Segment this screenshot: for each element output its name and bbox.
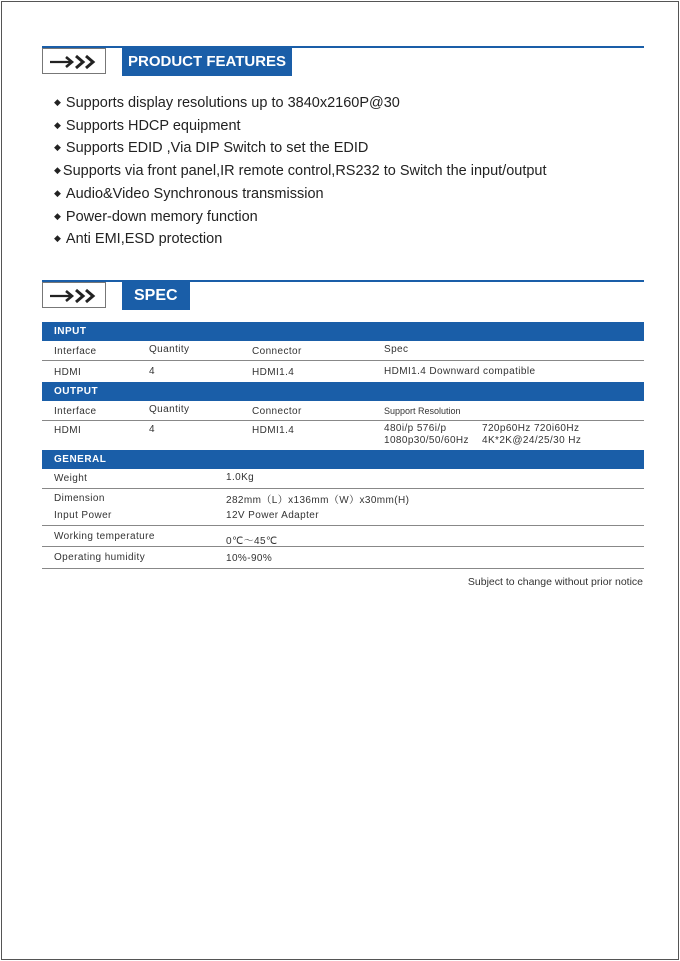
cell-connector: HDMI1.4 <box>252 367 295 378</box>
feature-item: ◆ Anti EMI,ESD protection <box>54 228 547 251</box>
cell-interface: HDMI <box>54 425 82 436</box>
spec-section-header <box>42 280 644 312</box>
bullet-icon: ◆ <box>54 165 61 176</box>
general-value: 0℃～45℃ <box>226 536 278 547</box>
resolution-value: 720p60Hz 720i60Hz <box>482 423 580 434</box>
header-connector: Connector <box>252 406 302 417</box>
general-row-dimension <box>42 489 644 505</box>
cell-interface: HDMI <box>54 367 82 378</box>
cell-spec: HDMI1.4 Downward compatible <box>384 366 536 377</box>
spec-title: SPEC <box>122 282 190 310</box>
general-row-humidity <box>42 547 644 569</box>
feature-item: ◆ Supports display resolutions up to 3840x2160P@30 <box>54 92 547 115</box>
resolution-value: 4K*2K@24/25/30 Hz <box>482 435 582 446</box>
footer-note: Subject to change without prior notice <box>467 576 643 588</box>
header-interface: Interface <box>54 406 97 417</box>
header-support-resolution: Support Resolution <box>384 406 461 416</box>
general-bar: GENERAL <box>42 450 644 469</box>
output-bar: OUTPUT <box>42 382 644 401</box>
general-label: Input Power <box>54 510 112 521</box>
feature-item: ◆ Power-down memory function <box>54 206 547 229</box>
triple-arrow-icon <box>49 288 101 304</box>
header-quantity: Quantity <box>149 404 190 415</box>
feature-item: ◆ Audio&Video Synchronous transmission <box>54 183 547 206</box>
cell-connector: HDMI1.4 <box>252 425 295 436</box>
header-spec: Spec <box>384 344 409 355</box>
input-data-row <box>42 361 644 381</box>
header-connector: Connector <box>252 346 302 357</box>
arrow-icon-box <box>42 282 106 308</box>
general-row-weight <box>42 469 644 489</box>
triple-arrow-icon <box>49 54 101 70</box>
general-row-temperature <box>42 526 644 547</box>
input-header-row <box>42 341 644 361</box>
resolution-value: 480i/p 576i/p <box>384 423 447 434</box>
general-value: 282mm（L）x136mm（W）x30mm(H) <box>226 495 410 506</box>
general-value: 10%-90% <box>226 553 273 564</box>
feature-item: ◆ Supports via front panel,IR remote control,RS232 to Switch the input/output <box>54 160 547 183</box>
general-label: Working temperature <box>54 531 155 542</box>
arrow-icon-box <box>42 48 106 74</box>
cell-quantity: 4 <box>149 366 155 377</box>
general-label: Dimension <box>54 493 105 504</box>
bullet-icon: ◆ <box>54 97 61 107</box>
bullet-icon: ◆ <box>54 233 61 244</box>
general-label: Weight <box>54 473 88 484</box>
bullet-icon: ◆ <box>54 119 61 130</box>
header-interface: Interface <box>54 346 97 357</box>
bullet-icon: ◆ <box>54 142 61 153</box>
general-row-input-power <box>42 505 644 526</box>
features-section-header <box>42 46 644 78</box>
header-quantity: Quantity <box>149 344 190 355</box>
resolution-value: 1080p30/50/60Hz <box>384 435 469 446</box>
output-header-row <box>42 401 644 421</box>
bullet-icon: ◆ <box>54 187 61 198</box>
general-label: Operating humidity <box>54 552 146 563</box>
features-title: PRODUCT FEATURES <box>122 48 292 76</box>
general-value: 1.0Kg <box>226 472 255 483</box>
bullet-icon: ◆ <box>54 210 61 221</box>
output-data-row <box>42 421 644 449</box>
feature-item: ◆ Supports EDID ,Via DIP Switch to set the EDID <box>54 137 547 160</box>
input-bar: INPUT <box>42 322 644 341</box>
cell-quantity: 4 <box>149 424 155 435</box>
feature-list <box>54 92 547 251</box>
general-value: 12V Power Adapter <box>226 510 319 521</box>
feature-item: ◆ Supports HDCP equipment <box>54 115 547 138</box>
